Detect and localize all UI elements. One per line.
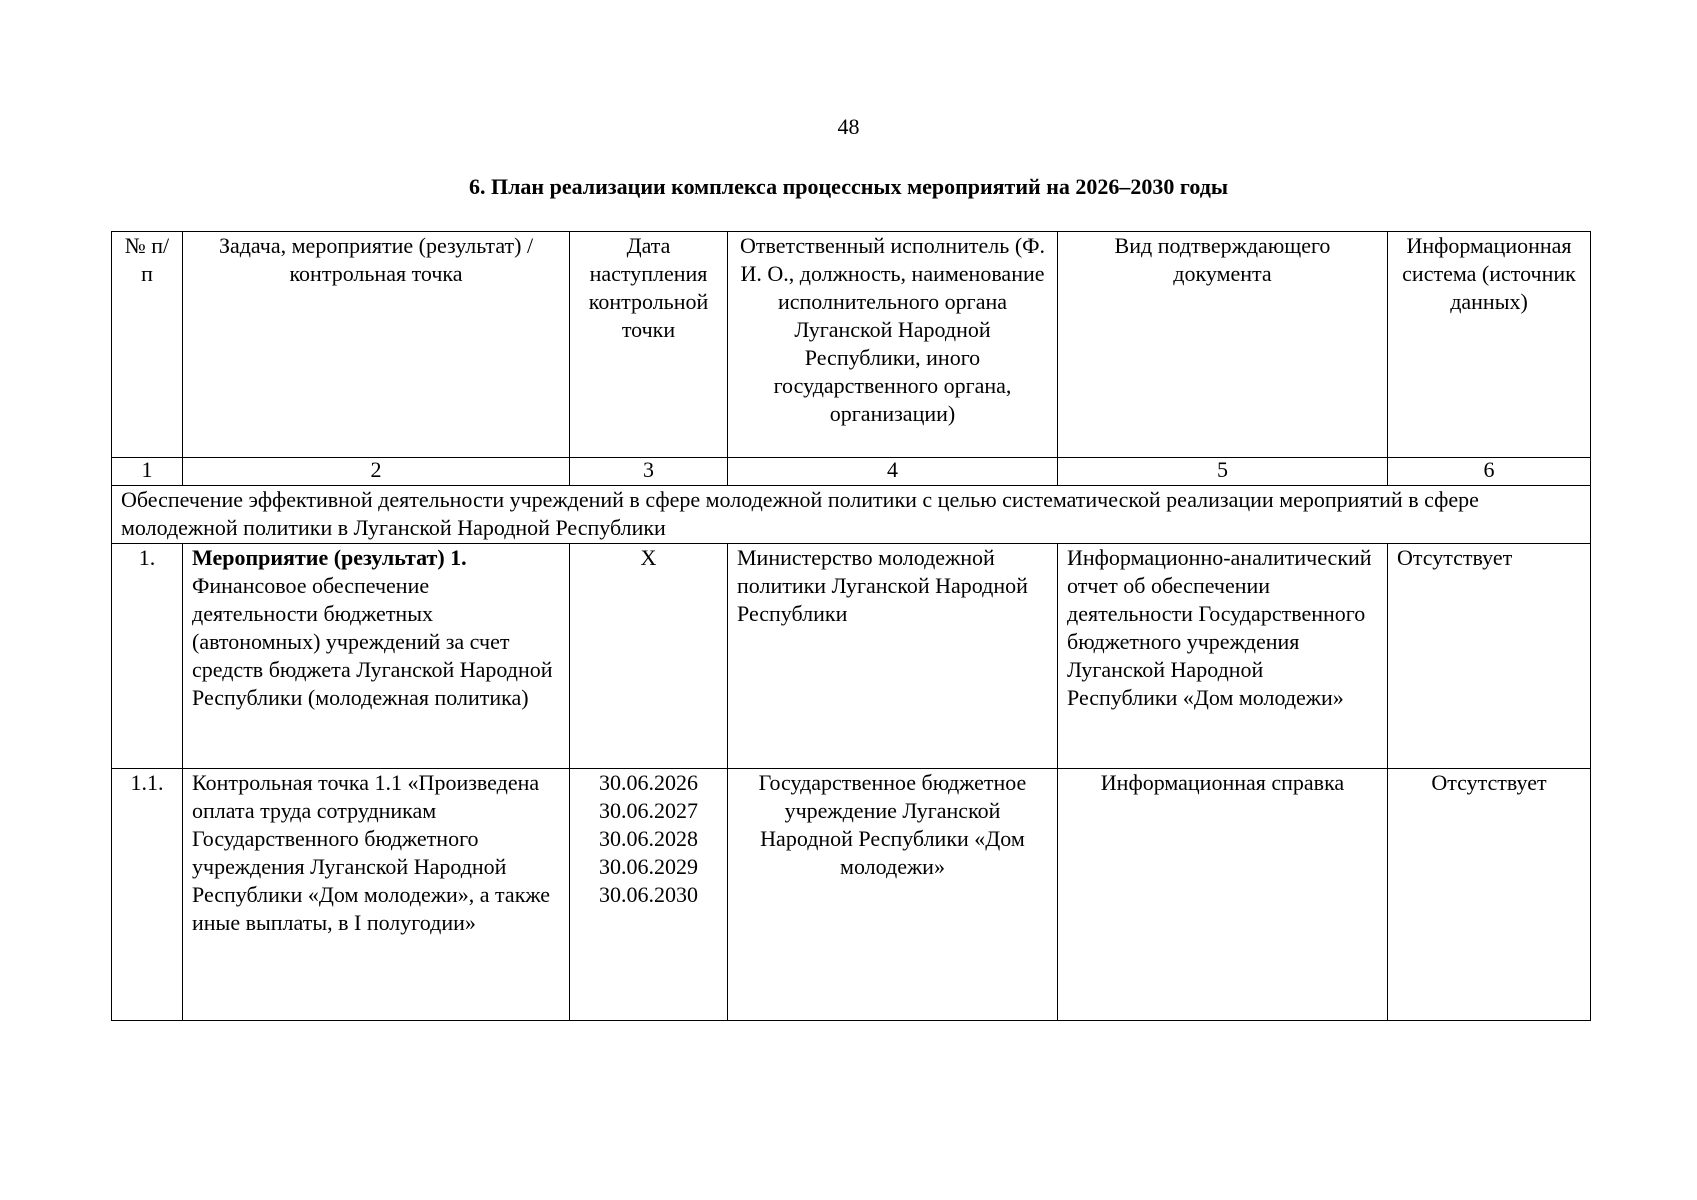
column-number: 1: [112, 458, 183, 486]
row-task: Контрольная точка 1.1 «Произведена оплата труда сотрудникам Государственного бюджетного учреждения Луганской Народной Республики «Дом молодежи», а также иные выплаты, в I полугодии»: [183, 769, 570, 1021]
row-task: [183, 544, 570, 769]
plan-table: [111, 231, 1591, 1021]
section-row: [112, 486, 1591, 544]
table-row: [112, 544, 1591, 769]
task-text: Финансовое обеспечение деятельности бюджетных (автономных) учреждений за счет средств бюджета Луганской Народной Республики (молодежная политика): [192, 573, 553, 710]
header-system: Информационная система (источник данных): [1388, 232, 1591, 458]
section-title: Обеспечение эффективной деятельности учреждений в сфере молодежной политики с целью систематической реализации мероприятий в сфере молодежной политики в Луганской Народной Республики: [112, 486, 1591, 544]
row-system: Отсутствует: [1388, 544, 1591, 769]
page-number: 48: [837, 114, 860, 139]
header-number: № п/п: [112, 232, 183, 458]
row-date: 30.06.2026 30.06.2027 30.06.2028 30.06.2029 30.06.2030: [570, 769, 728, 1021]
row-responsible: Государственное бюджетное учреждение Луганской Народной Республики «Дом молодежи»: [728, 769, 1058, 1021]
header-responsible: Ответственный исполнитель (Ф. И. О., должность, наименование исполнительного органа Луганской Народной Республики, иного государственного органа, организации): [728, 232, 1058, 458]
task-heading: Мероприятие (результат) 1.: [192, 545, 467, 570]
page-title: 6. План реализации комплекса процессных мероприятий на 2026–2030 годы: [468, 174, 1229, 199]
column-number: 5: [1058, 458, 1388, 486]
table-row: [112, 769, 1591, 1021]
row-document: Информационная справка: [1058, 769, 1388, 1021]
row-date: X: [570, 544, 728, 769]
column-number-row: [112, 458, 1591, 486]
header-task: Задача, мероприятие (результат) / контрольная точка: [183, 232, 570, 458]
row-document: Информационно-аналитический отчет об обеспечении деятельности Государственного бюджетного учреждения Луганской Народной Республики «Дом молодежи»: [1058, 544, 1388, 769]
column-number: 4: [728, 458, 1058, 486]
header-document: Вид подтверждающего документа: [1058, 232, 1388, 458]
column-number: 3: [570, 458, 728, 486]
column-number: 6: [1388, 458, 1591, 486]
row-number: 1.: [112, 544, 183, 769]
header-date: Дата наступления контрольной точки: [570, 232, 728, 458]
column-number: 2: [183, 458, 570, 486]
row-system: Отсутствует: [1388, 769, 1591, 1021]
row-number: 1.1.: [112, 769, 183, 1021]
table-header-row: [112, 232, 1591, 458]
row-responsible: Министерство молодежной политики Луганской Народной Республики: [728, 544, 1058, 769]
